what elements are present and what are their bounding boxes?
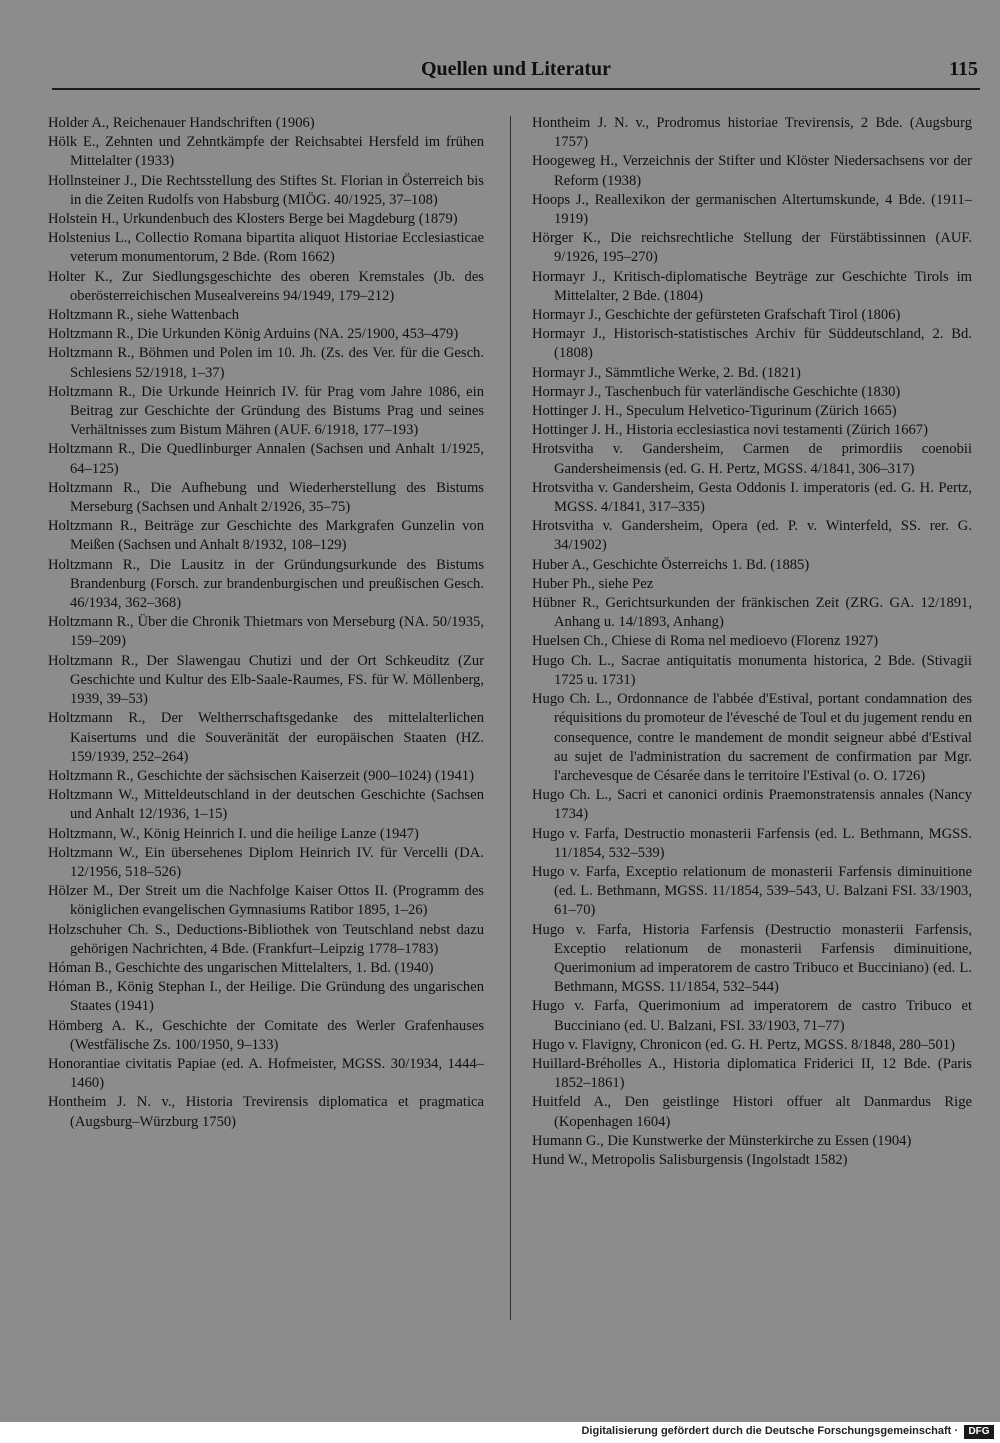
page-header <box>52 58 980 90</box>
bibliography-entry: Hrotsvitha v. Gandersheim, Carmen de primordiis coenobii Gandersheimensis (ed. G. H. Pertz, MGSS. 4/1841, 306–317) <box>532 441 972 477</box>
left-column <box>48 114 484 1132</box>
right-column <box>532 114 972 1170</box>
bibliography-entry: Hoops J., Reallexikon der germanischen Altertumskunde, 4 Bde. (1911–1919) <box>532 191 972 228</box>
bibliography-entry: Holder A., Reichenauer Handschriften (1906) <box>48 115 315 131</box>
bibliography-entry: Holtzmann R., Die Quedlinburger Annalen (Sachsen und Anhalt 1/1925, 64–125) <box>48 441 484 477</box>
bibliography-entry: Hormayr J., Taschenbuch für vaterländische Geschichte (1830) <box>532 383 901 400</box>
bibliography-entry: Huber A., Geschichte Österreichs 1. Bd. (1885) <box>532 556 810 573</box>
footer-credit: Digitalisierung gefördert durch die Deutsche Forschungsgemeinschaft · <box>581 1425 958 1437</box>
bibliography-entry: Holzschuher Ch. S., Deductions-Bibliothek von Teutschland nebst dazu gehörigen Nachrichten, 4 Bde. (Frankfurt–Leipzig 1778–1783) <box>48 921 484 957</box>
bibliography-entry: Huber Ph., siehe Pez <box>532 575 654 592</box>
bibliography-entry: Holtzmann, W., König Heinrich I. und die heilige Lanze (1947) <box>48 825 419 842</box>
bibliography-entry: Hormayr J., Geschichte der gefürsteten Grafschaft Tirol (1806) <box>532 307 901 324</box>
bibliography-entry: Holtzmann R., Beiträge zur Geschichte des Markgrafen Gunzelin von Meißen (Sachsen und Anhalt 8/1932, 108–129) <box>48 518 484 554</box>
bibliography-entry: Hóman B., König Stephan I., der Heilige. Die Gründung des ungarischen Staates (1941) <box>48 979 484 1015</box>
bibliography-entry: Holstenius L., Collectio Romana bipartita aliquot Historiae Ecclesiasticae veterum monumentorum, 2 Bde. (Rom 1662) <box>48 230 484 266</box>
bibliography-entry: Holstein H., Urkundenbuch des Klosters Berge bei Magdeburg (1879) <box>48 211 458 228</box>
bibliography-entry: Holtzmann R., Die Urkunden König Arduins (NA. 25/1900, 453–479) <box>48 326 459 343</box>
bibliography-entry: Hugo Ch. L., Ordonnance de l'abbée d'Estival, portant condamnation des réquisitions du promoteur de l'évesché de Toul et du jugement rendu en consequence, contre le mandement de mondit seigneur abbé d'Estival au sujet de l'administration du sacrement de confirmation par Mgr. l'archevesque de Césarée dans le territoire l'Estival (o. O. 1726) <box>532 691 972 784</box>
bibliography-entry: Hrotsvitha v. Gandersheim, Opera (ed. P. v. Winterfeld, SS. rer. G. 34/1902) <box>532 518 972 554</box>
bibliography-entry: Holtzmann R., Die Aufhebung und Wiederherstellung des Bistums Merseburg (Sachsen und Anhalt 2/1926, 35–75) <box>48 479 484 516</box>
bibliography-entry: Hormayr J., Kritisch-diplomatische Beyträge zur Geschichte Tirols im Mittelalter, 2 Bde. (1804) <box>532 268 972 304</box>
bibliography-entry: Hugo v. Flavigny, Chronicon (ed. G. H. Pertz, MGSS. 8/1848, 280–501) <box>532 1036 955 1053</box>
bibliography-entry: Hrotsvitha v. Gandersheim, Gesta Oddonis I. imperatoris (ed. G. H. Pertz, MGSS. 4/1841, 317–335) <box>532 479 972 516</box>
bibliography-entry: Hugo Ch. L., Sacri et canonici ordinis Praemonstratensis annales (Nancy 1734) <box>532 787 972 823</box>
bibliography-entry: Honorantiae civitatis Papiae (ed. A. Hofmeister, MGSS. 30/1934, 1444–1460) <box>48 1055 484 1092</box>
bibliography-entry: Huillard-Bréholles A., Historia diplomatica Friderici II, 12 Bde. (Paris 1852–1861) <box>532 1055 972 1092</box>
bibliography-entry: Hóman B., Geschichte des ungarischen Mittelalters, 1. Bd. (1940) <box>48 959 434 976</box>
bibliography-entry: Holtzmann W., Ein übersehenes Diplom Heinrich IV. für Vercelli (DA. 12/1956, 518–526) <box>48 844 484 880</box>
bibliography-entry: Hontheim J. N. v., Prodromus historiae Trevirensis, 2 Bde. (Augsburg 1757) <box>532 115 972 151</box>
bibliography-entry: Holtzmann R., Die Urkunde Heinrich IV. für Prag vom Jahre 1086, ein Beitrag zur Geschichte der Gründung des Bistums Prag und seines Verhältnisses zum Bistum Mähren (AUF. 6/1918, 177–193) <box>48 383 484 439</box>
bibliography-entry: Humann G., Die Kunstwerke der Münsterkirche zu Essen (1904) <box>532 1132 912 1149</box>
bibliography-entry: Huelsen Ch., Chiese di Roma nel medioevo (Florenz 1927) <box>532 633 879 650</box>
bibliography-entry: Hugo v. Farfa, Querimonium ad imperatorem de castro Tribuco et Bucciniano (ed. U. Balzani, FSI. 33/1903, 71–77) <box>532 998 972 1034</box>
page-number: 115 <box>949 58 978 80</box>
bibliography-entry: Holter K., Zur Siedlungsgeschichte des oberen Kremstales (Jb. des oberösterreichischen Musealvereins 94/1949, 179–212) <box>48 268 484 304</box>
bibliography-entry: Hugo Ch. L., Sacrae antiquitatis monumenta historica, 2 Bde. (Stivagii 1725 u. 1731) <box>532 652 972 688</box>
bibliography-entry: Hugo v. Farfa, Historia Farfensis (Destructio monasterii Farfensis, Exceptio relationum de monasterii Farfensis diminuitione, Querimonium ad imperatorem de castro Tribuco et Bucciniano) (ed. L. Bethmann, MGSS. 11/1854, 532–544) <box>532 921 972 996</box>
bibliography-entry: Holtzmann R., Der Weltherrschaftsgedanke des mittelalterlichen Kaisertums und die Souveränität der europäischen Staaten (HZ. 159/1939, 252–264) <box>48 710 484 765</box>
bibliography-entry: Hottinger J. H., Speculum Helvetico-Tigurinum (Zürich 1665) <box>532 403 897 420</box>
bibliography-entry: Hontheim J. N. v., Historia Trevirensis diplomatica et pragmatica (Augsburg–Würzburg 1750) <box>48 1094 484 1130</box>
bibliography-entry: Hottinger J. H., Historia ecclesiastica novi testamenti (Zürich 1667) <box>532 422 928 439</box>
footer-bar <box>0 1422 1000 1443</box>
bibliography-entry: Hoogeweg H., Verzeichnis der Stifter und Klöster Niedersachsens vor der Reform (1938) <box>532 153 972 189</box>
running-title: Quellen und Literatur <box>420 58 611 80</box>
bibliography-entry: Holtzmann R., Der Slawengau Chutizi und der Ort Schkeuditz (Zur Geschichte und Kultur des Elb-Saale-Raumes, FS. für W. Möllenberg, 1939, 39–53) <box>48 652 484 708</box>
column-divider <box>510 116 511 1320</box>
bibliography-entry: Hormayr J., Historisch-statistisches Archiv für Süddeutschland, 2. Bd. (1808) <box>532 326 972 362</box>
bibliography-entry: Hübner R., Gerichtsurkunden der fränkischen Zeit (ZRG. GA. 12/1891, Anhang u. 14/1893, Anhang) <box>532 595 972 631</box>
dfg-logo: DFG <box>964 1425 994 1439</box>
bibliography-entry: Holtzmann R., Böhmen und Polen im 10. Jh. (Zs. des Ver. für die Gesch. Schlesiens 52/1918, 1–37) <box>48 345 484 381</box>
bibliography-entry: Holtzmann R., siehe Wattenbach <box>48 307 240 324</box>
bibliography-entry: Holtzmann W., Mitteldeutschland in der deutschen Geschichte (Sachsen und Anhalt 12/1936, 1–15) <box>48 787 484 823</box>
bibliography-entry: Hollnsteiner J., Die Rechtsstellung des Stiftes St. Florian in Österreich bis in die Zeiten Rudolfs von Habsburg (MIÖG. 40/1925, 37–108) <box>48 172 484 208</box>
bibliography-entry: Huitfeld A., Den geistlinge Histori offuer alt Danmardus Rige (Kopenhagen 1604) <box>532 1094 972 1130</box>
bibliography-entry: Hölk E., Zehnten und Zehntkämpfe der Reichsabtei Hersfeld im frühen Mittelalter (1933) <box>48 134 484 170</box>
bibliography-entry: Hugo v. Farfa, Exceptio relationum de monasterii Farfensis diminuitione (ed. L. Bethmann, MGSS. 11/1854, 539–543, U. Balzani FSI. 33/1903, 61–70) <box>532 863 972 919</box>
bibliography-entry: Holtzmann R., Über die Chronik Thietmars von Merseburg (NA. 50/1935, 159–209) <box>48 614 484 650</box>
bibliography-entry: Hund W., Metropolis Salisburgensis (Ingolstadt 1582) <box>532 1151 848 1168</box>
bibliography-entry: Hugo v. Farfa, Destructio monasterii Farfensis (ed. L. Bethmann, MGSS. 11/1854, 532–539) <box>532 825 972 861</box>
bibliography-entry: Hormayr J., Sämmtliche Werke, 2. Bd. (1821) <box>532 364 801 381</box>
bibliography-entry: Holtzmann R., Die Lausitz in der Gründungsurkunde des Bistums Brandenburg (Forsch. zur brandenburgischen und preußischen Gesch. 46/1934, 362–368) <box>48 556 484 612</box>
bibliography-entry: Hömberg A. K., Geschichte der Comitate des Werler Grafenhauses (Westfälische Zs. 100/1950, 9–133) <box>48 1017 484 1053</box>
bibliography-entry: Hörger K., Die reichsrechtliche Stellung der Fürstäbtissinnen (AUF. 9/1926, 195–270) <box>532 230 972 266</box>
bibliography-entry: Hölzer M., Der Streit um die Nachfolge Kaiser Ottos II. (Programm des königlichen evangelischen Gymnasiums Ratibor 1895, 1–26) <box>48 883 484 919</box>
bibliography-entry: Holtzmann R., Geschichte der sächsischen Kaiserzeit (900–1024) (1941) <box>48 767 474 784</box>
